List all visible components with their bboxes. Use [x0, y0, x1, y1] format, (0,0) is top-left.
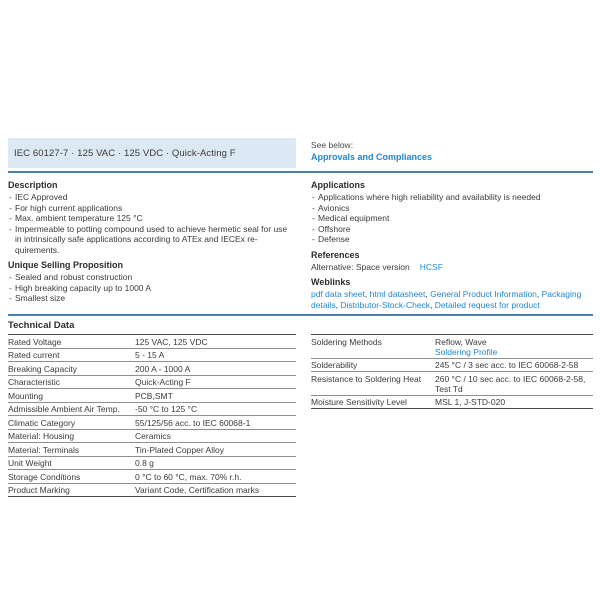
weblinks-line: [311, 289, 593, 310]
link-separator: ,: [430, 299, 435, 310]
description-list: [8, 192, 296, 255]
table-row: [8, 376, 296, 390]
see-below-block: [311, 138, 432, 163]
row-label: Product Marking: [8, 485, 70, 495]
row-value: MSL 1, J-STD-020: [435, 397, 506, 407]
row-value: Variant Code, Certification marks: [135, 485, 260, 495]
references-heading: References: [311, 249, 360, 260]
row-label: Material: Housing: [8, 431, 75, 441]
table-row: [311, 396, 593, 410]
link-separator: ,: [425, 289, 431, 299]
row-label: Breaking Capacity: [8, 363, 77, 374]
table-row: [8, 470, 296, 484]
row-label: Resistance to Soldering Heat: [311, 373, 422, 384]
link-separator: ,: [536, 289, 542, 299]
application-item: - Medical equipment: [311, 213, 593, 224]
table-row: [311, 372, 593, 396]
hcsf-link[interactable]: HCSF: [419, 261, 443, 272]
description-heading: Description: [8, 180, 58, 190]
header-divider: [8, 171, 593, 173]
table-row: [8, 335, 296, 349]
weblinks-heading: Weblinks: [311, 277, 351, 287]
right-column: [311, 175, 593, 310]
row-value: Tin-Plated Copper Alloy: [135, 444, 224, 455]
weblink-detailed-request[interactable]: Detailed request for product: [434, 299, 540, 310]
row-label: Rated Voltage: [8, 336, 62, 347]
weblink-html-datasheet[interactable]: html datasheet: [369, 289, 426, 299]
usp-heading: Unique Selling Proposition: [8, 260, 124, 270]
link-separator: ,: [364, 289, 370, 299]
row-value: PCB,SMT: [135, 390, 173, 401]
overview-columns: [8, 175, 593, 310]
application-item: - Avionics: [311, 203, 593, 214]
table-row: [8, 389, 296, 403]
table-row: [8, 484, 296, 498]
page-content: [8, 138, 593, 497]
row-label: Characteristic: [8, 377, 60, 387]
row-value: 5 - 15 A: [135, 350, 165, 360]
table-row: [8, 403, 296, 417]
row-value: 245 °C / 3 sec acc. to IEC 60068-2-58: [435, 360, 579, 370]
row-label: Admissible Ambient Air Temp.: [8, 404, 120, 414]
product-title-bar: [8, 138, 296, 168]
approvals-compliances-link[interactable]: Approvals and Compliances: [311, 152, 433, 162]
row-label: Storage Conditions: [8, 471, 81, 482]
header-row: [8, 138, 593, 168]
technical-data-heading: Technical Data: [8, 316, 296, 335]
weblink-pdf-datasheet[interactable]: pdf data sheet: [311, 289, 365, 299]
row-value: [435, 337, 593, 357]
row-value-text: Reflow, Wave: [435, 336, 487, 347]
row-label: Soldering Methods: [311, 336, 382, 347]
link-separator: ,: [335, 299, 341, 310]
application-item: - Applications where high reliability and availability is needed: [311, 192, 593, 203]
description-item: - For high current applications: [8, 203, 296, 214]
row-label: Climatic Category: [8, 417, 76, 428]
table-row: [8, 430, 296, 444]
left-column: [8, 175, 296, 310]
description-item: - Max. ambient temperature 125 °C: [8, 213, 296, 224]
description-item: - Impermeable to potting compound used to achieve hermetic seal for use in intrinsically safe applications according to ATEx and IECEx re-quirements.: [8, 224, 296, 256]
row-value: 260 °C / 10 sec acc. to IEC 60068-2-58, Test Td: [435, 373, 586, 394]
description-item: - IEC Approved: [8, 192, 296, 203]
see-below-label: See below:: [311, 140, 354, 150]
product-title: IEC 60127-7 · 125 VAC · 125 VDC · Quick-Acting F: [14, 147, 236, 159]
row-value: Quick-Acting F: [135, 377, 191, 387]
weblink-general-product-information[interactable]: General Product Information: [430, 289, 537, 299]
applications-heading: Applications: [311, 180, 366, 190]
soldering-profile-link[interactable]: Soldering Profile: [435, 346, 498, 357]
row-label: Rated current: [8, 350, 60, 360]
applications-list: [311, 192, 593, 245]
row-value: -50 °C to 125 °C: [135, 404, 198, 414]
row-value: 200 A - 1000 A: [135, 363, 191, 374]
references-line: [311, 262, 593, 273]
alternative-text: Alternative: Space version: [311, 261, 410, 272]
row-label: Mounting: [8, 390, 43, 401]
row-value: 0 °C to 60 °C, max. 70% r.h.: [135, 471, 242, 482]
table-row: [311, 359, 593, 373]
row-label: Unit Weight: [8, 458, 52, 468]
table-row: [8, 349, 296, 363]
row-label: Moisture Sensitivity Level: [311, 397, 407, 407]
row-value: Ceramics: [135, 431, 171, 441]
row-label: Solderability: [311, 360, 358, 370]
row-label: Material: Terminals: [8, 444, 80, 455]
weblink-packaging-details[interactable]: Packaging details: [311, 289, 582, 310]
table-row: [8, 457, 296, 471]
technical-table-left: [8, 316, 296, 497]
usp-item: - Smallest size: [8, 293, 296, 304]
row-value: 0.8 g: [135, 458, 154, 468]
technical-table-right: [311, 334, 593, 409]
weblink-distributor-stock-check[interactable]: Distributor-Stock-Check: [340, 299, 431, 310]
table-row: [8, 362, 296, 376]
table-row: [8, 443, 296, 457]
usp-item: - High breaking capacity up to 1000 A: [8, 283, 296, 294]
usp-list: [8, 272, 296, 304]
application-item: - Defense: [311, 234, 593, 245]
table-row: [8, 416, 296, 430]
application-item: - Offshore: [311, 224, 593, 235]
table-row: [311, 335, 593, 359]
row-value: 125 VAC, 125 VDC: [135, 336, 208, 347]
usp-item: - Sealed and robust construction: [8, 272, 296, 283]
technical-data-section: [8, 316, 593, 497]
row-value: 55/125/56 acc. to IEC 60068-1: [135, 417, 251, 428]
